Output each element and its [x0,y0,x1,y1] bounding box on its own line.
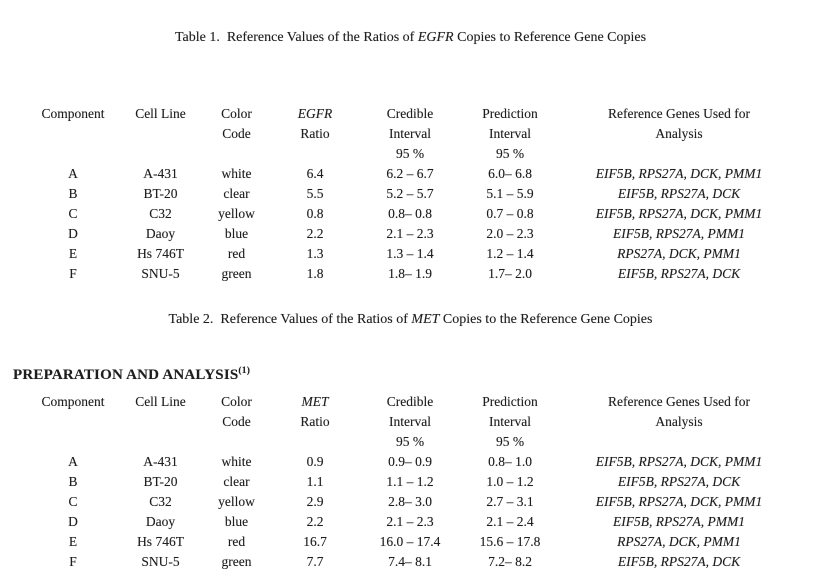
table-cell: 1.2 – 1.4 [486,246,534,261]
table-cell: RPS27A, DCK, PMM1 [617,246,741,261]
table2-title-gene: MET [411,312,440,327]
column-header: Prediction Interval 95 % [482,106,538,161]
table-cell: EIF5B, RPS27A, DCK [617,554,741,569]
table-cell: clear [223,474,250,489]
column-header: Component [41,394,105,409]
table-cell: green [221,554,252,569]
table-cell: blue [224,514,249,529]
column-header: Prediction Interval 95 % [482,394,538,449]
section-heading-preparation-and-analysis [13,366,250,384]
egfr-reference-table [28,104,798,284]
table-cell: red [227,534,246,549]
table-cell: 2.9 [306,494,324,509]
table-cell: B [68,186,78,201]
table-row [28,512,798,532]
table-cell: 1.7– 2.0 [488,266,532,281]
table-cell: A-431 [143,166,178,181]
table-cell: 5.2 – 5.7 [386,186,434,201]
table-cell: F [69,266,77,281]
table-cell: EIF5B, RPS27A, PMM1 [613,226,745,241]
table-cell: EIF5B, RPS27A, DCK [617,474,741,489]
table-cell: A-431 [143,454,178,469]
table-cell: SNU-5 [141,266,180,281]
table-cell: B [68,474,78,489]
table-cell: E [68,534,78,549]
table-cell: D [68,514,78,529]
table-cell: 1.1 [306,474,324,489]
table-cell: 0.8– 1.0 [488,454,532,469]
table1-title [0,29,821,47]
header-row [28,104,798,164]
table-cell: Hs 746T [137,246,184,261]
table-cell: 0.9 [306,454,324,469]
table-cell: EIF5B, RPS27A, DCK, PMM1 [595,166,763,181]
table-cell: F [69,554,77,569]
table-cell: white [221,454,252,469]
table-row [28,452,798,472]
table-cell: C32 [149,494,172,509]
table-cell: 5.5 [306,186,324,201]
table-cell: 2.7 – 3.1 [486,494,534,509]
table-cell: 1.8– 1.9 [388,266,432,281]
table-cell: EIF5B, RPS27A, DCK [617,266,741,281]
table-cell: yellow [218,494,255,509]
table-cell: 2.1 – 2.3 [386,514,434,529]
table-cell: 2.2 [306,514,324,529]
table-cell: 2.1 – 2.4 [486,514,534,529]
section-heading-text: PREPARATION AND ANALYSIS [13,367,239,383]
table-row [28,552,798,572]
table-cell: C [68,206,78,221]
table-cell: Hs 746T [137,534,184,549]
table-cell: EIF5B, RPS27A, PMM1 [613,514,745,529]
table-cell: clear [223,186,250,201]
table-cell: blue [224,226,249,241]
table-cell: 2.1 – 2.3 [386,226,434,241]
table-cell: C [68,494,78,509]
table-cell: 1.1 – 1.2 [386,474,434,489]
column-header: Reference Genes Used for Analysis [607,394,751,429]
table1-title-gene: EGFR [417,30,454,45]
table1-title-prefix: Table 1. Reference Values of the Ratios of [174,30,418,45]
table-cell: green [221,266,252,281]
table-cell: A [68,166,78,181]
table-cell: EIF5B, RPS27A, DCK, PMM1 [595,206,763,221]
table-cell: EIF5B, RPS27A, DCK, PMM1 [595,494,763,509]
table-cell: 1.8 [306,266,324,281]
table-cell: 7.7 [306,554,324,569]
table-cell: 1.3 [306,246,324,261]
table-cell: 0.9– 0.9 [388,454,432,469]
table-cell: SNU-5 [141,554,180,569]
column-header: Cell Line [135,106,186,121]
table-cell: BT-20 [143,186,178,201]
table-cell: Daoy [145,514,176,529]
table-cell: 0.7 – 0.8 [486,206,534,221]
table-cell: 6.4 [306,166,324,181]
column-header: MET Ratio [300,394,330,429]
column-header: Color Code [221,394,252,429]
table-cell: E [68,246,78,261]
table2-title-prefix: Table 2. Reference Values of the Ratios of [168,312,412,327]
table-cell: Daoy [145,226,176,241]
table-cell: yellow [218,206,255,221]
table2-title-suffix: Copies to the Reference Gene Copies [439,312,653,327]
column-header: Credible Interval 95 % [386,106,434,161]
table-cell: 16.0 – 17.4 [379,534,441,549]
table-cell: C32 [149,206,172,221]
table-cell: 7.4– 8.1 [388,554,432,569]
header-row [28,392,798,452]
table-cell: 15.6 – 17.8 [479,534,541,549]
table-cell: 2.8– 3.0 [388,494,432,509]
table-cell: 0.8– 0.8 [388,206,432,221]
table-cell: 6.2 – 6.7 [386,166,434,181]
column-header: Reference Genes Used for Analysis [607,106,751,141]
table-row [28,184,798,204]
table-cell: EIF5B, RPS27A, DCK [617,186,741,201]
table-cell: A [68,454,78,469]
table-row [28,492,798,512]
table-cell: 7.2– 8.2 [488,554,532,569]
table-cell: 2.0 – 2.3 [486,226,534,241]
column-header: Cell Line [135,394,186,409]
table-cell: 6.0– 6.8 [488,166,532,181]
met-reference-table [28,392,798,572]
table-cell: D [68,226,78,241]
table-row [28,244,798,264]
table-cell: 0.8 [306,206,324,221]
column-header: Component [41,106,105,121]
table-cell: white [221,166,252,181]
table-cell: BT-20 [143,474,178,489]
table-cell: 1.3 – 1.4 [386,246,434,261]
column-header: EGFR Ratio [297,106,333,141]
section-heading-footnote-marker: (1) [238,366,251,376]
table-cell: red [227,246,246,261]
table1-title-suffix: Copies to Reference Gene Copies [453,30,647,45]
column-header: Credible Interval 95 % [386,394,434,449]
table-cell: 1.0 – 1.2 [486,474,534,489]
table-row [28,164,798,184]
table-row [28,264,798,284]
table-row [28,472,798,492]
table2-title [0,311,821,329]
table-row [28,532,798,552]
column-header: Color Code [221,106,252,141]
table-cell: 16.7 [303,534,327,549]
table-cell: 5.1 – 5.9 [486,186,534,201]
table-row [28,204,798,224]
table-cell: RPS27A, DCK, PMM1 [617,534,741,549]
table-cell: 2.2 [306,226,324,241]
table-row [28,224,798,244]
table-cell: EIF5B, RPS27A, DCK, PMM1 [595,454,763,469]
